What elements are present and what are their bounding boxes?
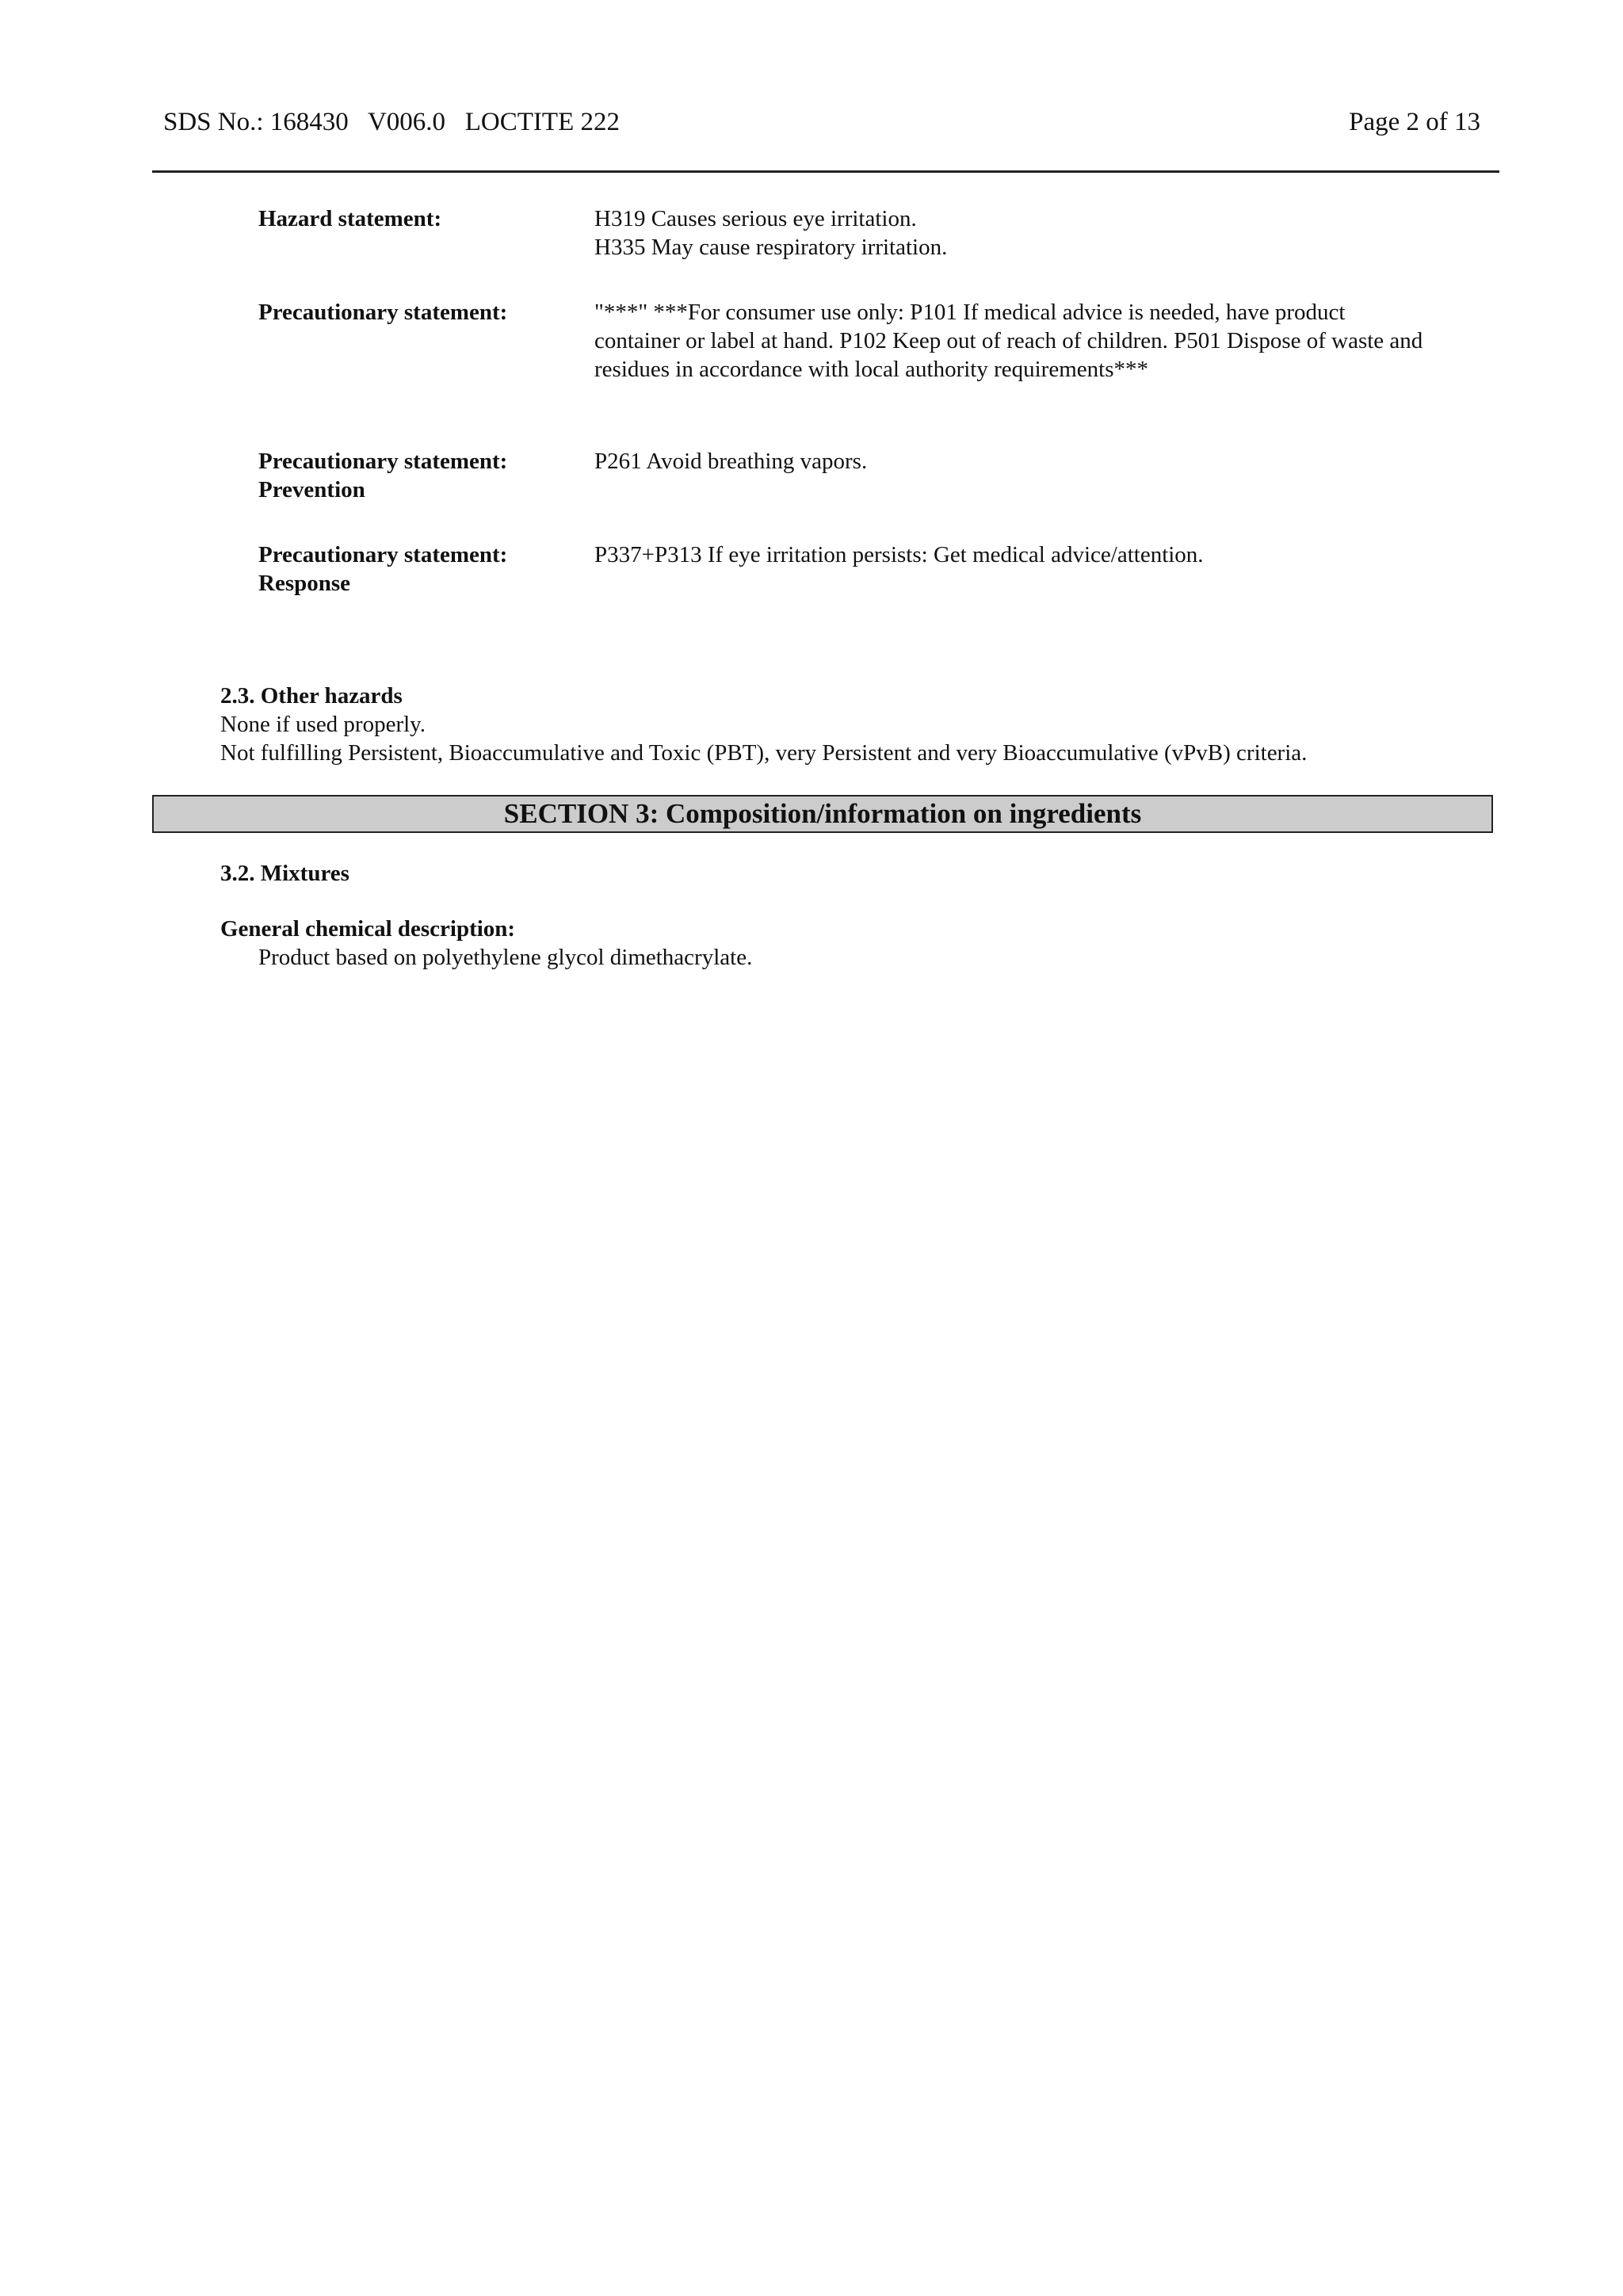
- section-3-heading: SECTION 3: Composition/information on ingredients: [152, 795, 1493, 833]
- page-number: Page 2 of 13: [1349, 108, 1480, 136]
- hazard-statement-value: H319 Causes serious eye irritation. H335 May cause respiratory irritation.: [594, 206, 948, 260]
- other-hazards-line: None if used properly.: [220, 712, 426, 737]
- other-hazards-line: Not fulfilling Persistent, Bioaccumulative and Toxic (PBT), very Persistent and very Bioaccumulative (vPvB) criteria.: [220, 740, 1308, 766]
- mixtures-heading: 3.2. Mixtures: [220, 861, 349, 886]
- header-divider: [152, 170, 1499, 173]
- precautionary-statement-label: Precautionary statement:: [258, 300, 508, 325]
- prevention-value: P261 Avoid breathing vapors.: [594, 449, 868, 474]
- general-description-text: Product based on polyethylene glycol dimethacrylate.: [258, 945, 753, 970]
- response-label: Precautionary statement: Response: [258, 542, 508, 596]
- other-hazards-heading: 2.3. Other hazards: [220, 683, 403, 709]
- response-value: P337+P313 If eye irritation persists: Get medical advice/attention.: [594, 542, 1204, 567]
- precautionary-statement-value: "***" ***For consumer use only: P101 If medical advice is needed, have product container or label at hand. P102 Keep out of reach of children. P501 Dispose of waste and residues in accordance with local authority requirements***: [594, 300, 1423, 382]
- prevention-label: Precautionary statement: Prevention: [258, 449, 508, 502]
- hazard-statement-label: Hazard statement:: [258, 206, 442, 231]
- other-hazards: [220, 682, 1496, 767]
- document-id: SDS No.: 168430 V006.0 LOCTITE 222: [163, 108, 620, 136]
- general-description-heading: General chemical description:: [220, 916, 516, 942]
- mixtures-heading-block: [220, 859, 1496, 888]
- general-chemical-description: [220, 915, 1496, 972]
